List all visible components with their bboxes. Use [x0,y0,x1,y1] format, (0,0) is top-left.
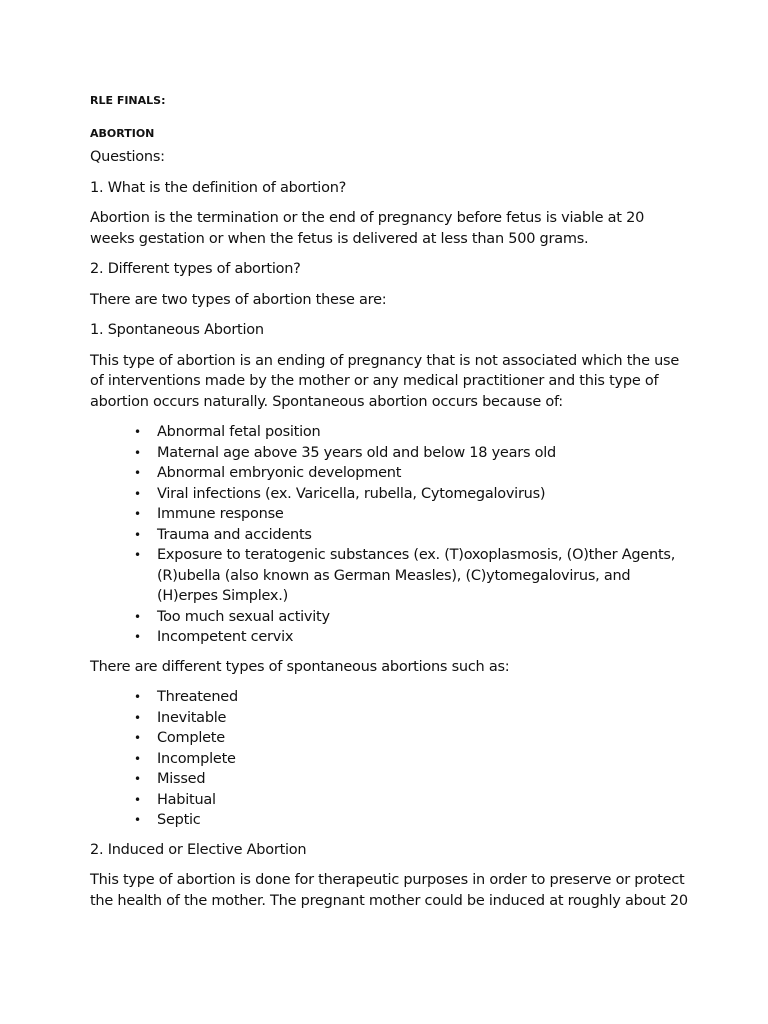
list-item: • Inevitable [157,708,690,729]
list-item: • Incomplete [157,749,690,770]
bullet-icon: • [134,690,141,704]
bullet-icon: • [134,548,141,562]
list-item: • Trauma and accidents [157,525,690,546]
bullet-icon: • [134,710,141,725]
answer-2: There are two types of abortion these are: [90,291,387,308]
list-item: • Habitual [157,790,690,811]
type-2-description: This type of abortion is done for therapeutic purposes in order to preserve or protect the health of the mother. The pregnant mother could be induced at roughly about 20 [90,872,688,909]
bullet-icon: • [134,445,141,460]
bullet-icon: • [134,813,141,827]
list-item: • Too much sexual activity [157,607,690,628]
list-item: • Complete [157,728,690,749]
type-1-heading: 1. Spontaneous Abortion [90,322,264,338]
question-2: 2. Different types of abortion? [90,261,301,277]
list-item: • Incompetent cervix [157,627,690,648]
list-item: • Septic [157,810,690,831]
type-2-heading: 2. Induced or Elective Abortion [90,841,307,858]
list-item: • Missed [157,769,690,790]
list-item: • Immune response [157,504,690,525]
bullet-icon: • [134,466,141,480]
spontaneous-types-intro: There are different types of spontaneous abortions such as: [90,658,510,675]
list-item: • Maternal age above 35 years old and below 18 years old [157,443,690,464]
causes-list [90,422,690,648]
bullet-icon: • [134,751,141,766]
bullet-icon: • [134,772,141,786]
bullet-icon: • [134,425,141,439]
question-1: 1. What is the definition of abortion? [90,179,347,196]
bullet-icon: • [134,792,141,807]
questions-label: Questions: [90,149,165,165]
list-item: • Abnormal fetal position [157,422,690,443]
list-item: • Abnormal embryonic development [157,463,690,484]
bullet-icon: • [134,486,141,501]
list-item: • Exposure to teratogenic substances (ex. (T)oxoplasmosis, (O)ther Agents, (R)ubella (also known as German Measles), (C)ytomegalovirus, and (H)erpes Simplex.) [134,547,676,604]
document-subtitle: ABORTION [90,127,155,140]
bullet-icon: • [134,609,141,624]
bullet-icon: • [134,507,141,521]
type-1-description: This type of abortion is an ending of pregnancy that is not associated which the use of interventions made by the mother or any medical practitioner and this type of abortion occurs naturally. Spontaneous abortion occurs because of: [90,352,680,410]
spontaneous-types-list [90,687,690,831]
list-item: • Threatened [157,687,690,708]
document-title: RLE FINALS: [90,94,166,107]
bullet-icon: • [134,630,141,644]
bullet-icon: • [134,731,141,745]
document-page [90,92,690,921]
answer-1: Abortion is the termination or the end of pregnancy before fetus is viable at 20 weeks gestation or when the fetus is delivered at less than 500 grams. [90,210,645,247]
list-item: • Viral infections (ex. Varicella, rubella, Cytomegalovirus) [157,484,690,505]
bullet-icon: • [134,527,141,542]
